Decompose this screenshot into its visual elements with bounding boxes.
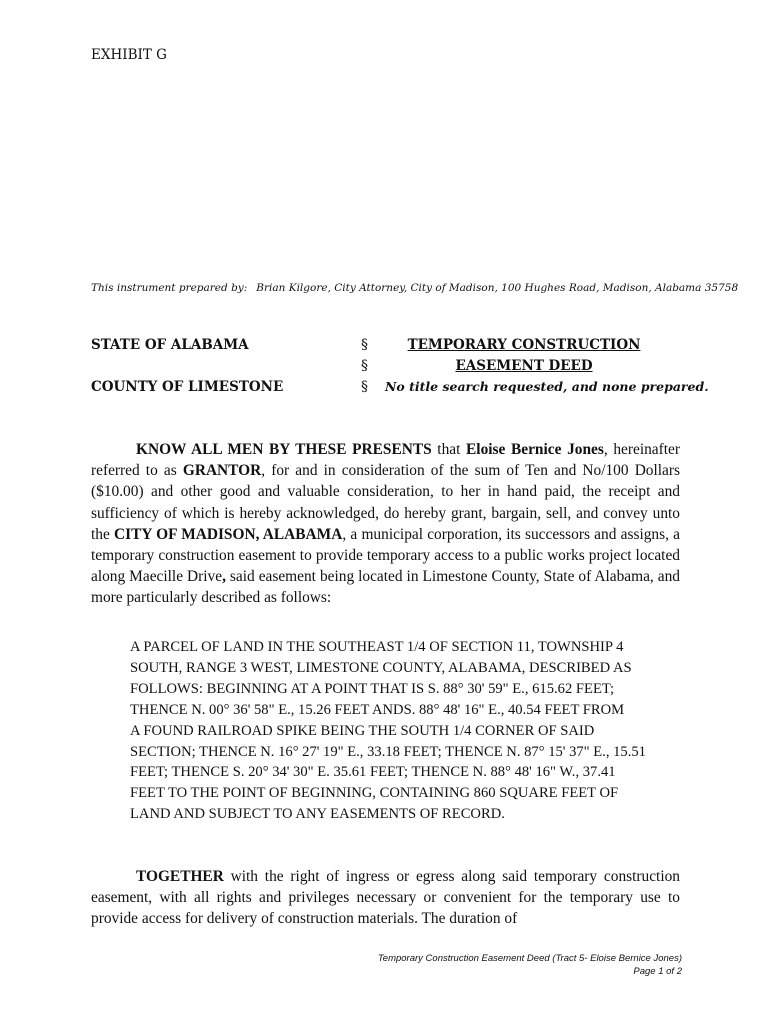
state-heading: STATE OF ALABAMA xyxy=(91,337,249,353)
page-number: Page 1 of 2 xyxy=(633,966,682,977)
legal-line: FOLLOWS: BEGINNING AT A POINT THAT IS S. 88° 30' 59" E., 615.62 FEET; xyxy=(130,680,615,697)
grantor-name: Eloise Bernice Jones xyxy=(466,441,604,458)
text-run: with the right of ingress or egress along said temporary construction easement, with all rights and privileges necessary or convenient for the temporary use to provide access for delivery of construction materials. The duration of xyxy=(91,868,680,928)
together-lead: TOGETHER xyxy=(136,868,224,885)
text-run: , a municipal corporation, its successors and assigns, a temporary construction easement to provide temporary access to a public works project located along Maecille Drive xyxy=(91,525,680,586)
legal-line: A PARCEL OF LAND IN THE SOUTHEAST 1/4 OF SECTION 11, TOWNSHIP 4 xyxy=(130,639,624,655)
together-paragraph xyxy=(91,866,680,930)
legal-line: FEET TO THE POINT OF BEGINNING, CONTAINING 860 SQUARE FEET OF xyxy=(130,785,619,802)
legal-line: LAND AND SUBJECT TO ANY EASEMENTS OF RECORD. xyxy=(130,806,505,823)
prepared-by-line xyxy=(91,282,738,294)
prepared-by-label: This instrument prepared by: xyxy=(91,282,248,294)
know-all-men-lead: KNOW ALL MEN BY THESE PRESENTS xyxy=(136,441,432,458)
section-symbol: § xyxy=(361,337,368,353)
text-run: that xyxy=(431,441,467,458)
grantee-name: CITY OF MADISON, ALABAMA xyxy=(114,525,343,543)
legal-line: SECTION; THENCE N. 16° 27' 19" E., 33.18 FEET; THENCE N. 87° 15' 37" E., 15.51 xyxy=(130,743,646,760)
exhibit-label: EXHIBIT G xyxy=(91,47,167,63)
legal-line: THENCE N. 00° 36' 58" E., 15.26 FEET ANDS. 88° 48' 16" E., 40.54 FEET FROM xyxy=(130,701,625,718)
legal-description xyxy=(130,637,680,825)
grantor-label: GRANTOR xyxy=(182,462,262,480)
title-search-note: No title search requested, and none prepared. xyxy=(385,379,709,394)
text-run: , hereinafter referred to as xyxy=(91,441,680,480)
prepared-by-value: Brian Kilgore, City Attorney, City of Madison, 100 Hughes Road, Madison, Alabama 35758 xyxy=(256,282,739,294)
section-symbol: § xyxy=(361,379,368,395)
grant-paragraph xyxy=(91,439,680,609)
page-footer xyxy=(378,952,682,978)
deed-title-line-2: EASEMENT DEED xyxy=(455,358,593,374)
text-run: , xyxy=(222,568,226,586)
deed-title-line-1: TEMPORARY CONSTRUCTION xyxy=(407,337,641,353)
text-run: , for and in consideration of the sum of Ten and No/100 Dollars ($10.00) and other good and valuable consideration, to her in hand paid, the receipt and sufficiency of which is hereby acknowledged, do hereby grant, bargain, sell, and convey unto the xyxy=(91,462,680,543)
section-symbol: § xyxy=(361,358,368,374)
county-heading: COUNTY OF LIMESTONE xyxy=(91,379,284,395)
legal-line: FEET; THENCE S. 20° 34' 30" E. 35.61 FEET; THENCE N. 88° 48' 16" W., 37.41 xyxy=(130,764,616,781)
text-run: said easement being located in Limestone County, State of Alabama, and more particularly described as follows: xyxy=(91,568,680,607)
footer-title: Temporary Construction Easement Deed (Tract 5- Eloise Bernice Jones) xyxy=(377,953,682,964)
legal-line: A FOUND RAILROAD SPIKE BEING THE SOUTH 1/4 CORNER OF SAID xyxy=(130,722,595,739)
legal-line: SOUTH, RANGE 3 WEST, LIMESTONE COUNTY, ALABAMA, DESCRIBED AS xyxy=(130,659,632,676)
